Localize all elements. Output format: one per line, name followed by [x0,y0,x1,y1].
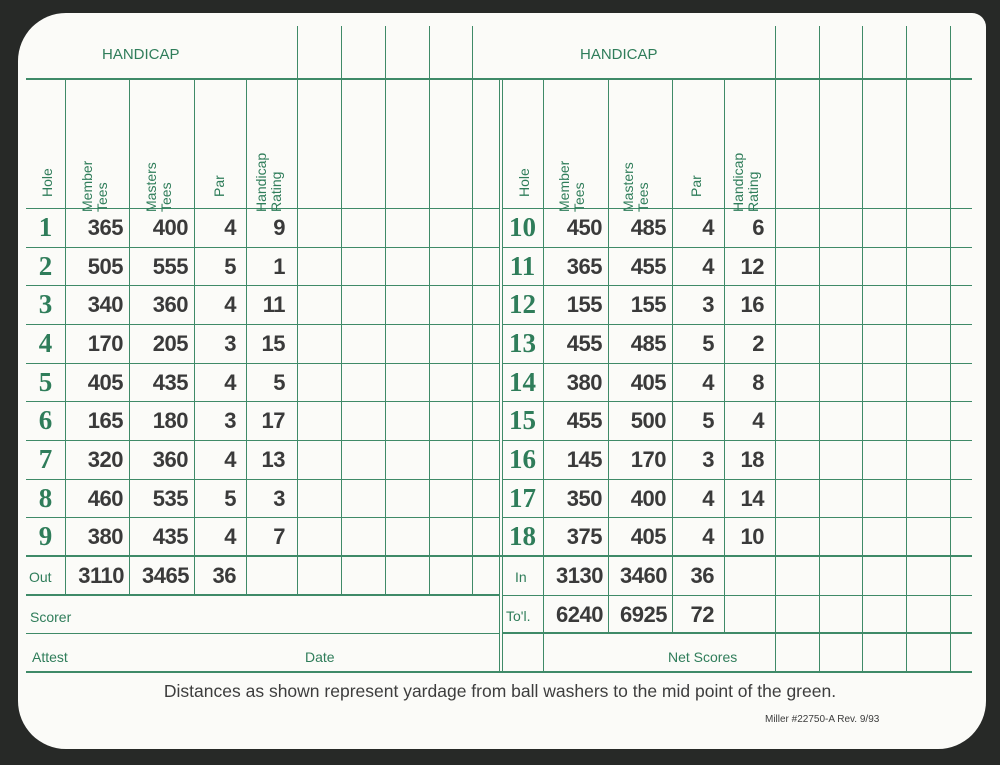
handicap-rating: 13 [261,447,285,472]
grid-line [502,401,972,402]
masters-tees-yardage: 400 [152,215,188,240]
member-tees-yardage: 155 [566,292,602,317]
grid-line [26,440,499,441]
member-tees-yardage: 340 [87,292,123,317]
in-member-total: 3130 [556,563,603,588]
grid-line [26,633,499,634]
handicap-rating: 17 [261,408,285,433]
handicap-rating: 1 [273,254,285,279]
hole-number: 7 [38,444,53,474]
hole-number: 10 [509,212,536,242]
member-tees-yardage: 455 [566,331,602,356]
out-label: Out [29,569,52,585]
par-value: 4 [224,215,236,240]
handicap-rating: 2 [752,331,764,356]
grid-line [502,324,972,325]
member-tees-yardage: 375 [566,524,602,549]
front-header-masters-tees: Masters Tees [143,162,174,212]
grid-line [472,79,473,595]
date-field[interactable]: Date [305,649,335,665]
member-tees-yardage: 460 [87,486,123,511]
masters-tees-yardage: 205 [152,331,188,356]
front-header-hole: Hole [39,168,55,197]
hole-number: 18 [509,521,536,551]
out-member-total: 3110 [78,563,124,588]
grid-line [502,285,972,286]
par-value: 5 [702,331,714,356]
grid-line [26,671,972,673]
grid-line [26,479,499,480]
handicap-rating: 14 [740,486,764,511]
hole-number: 17 [509,483,536,513]
masters-tees-yardage: 535 [152,486,188,511]
par-value: 4 [224,370,236,395]
hole-number: 1 [38,212,53,242]
grid-line [26,517,499,518]
handicap-rating: 8 [752,370,764,395]
grid-line [26,247,499,248]
masters-tees-yardage: 500 [630,408,666,433]
hole-number: 12 [509,289,536,319]
handicap-rating: 12 [740,254,764,279]
masters-tees-yardage: 455 [630,254,666,279]
grid-line [26,594,499,596]
member-tees-yardage: 365 [566,254,602,279]
grid-line [297,26,298,79]
out-par-total: 36 [212,563,236,588]
left-handicap-title: HANDICAP [102,46,180,63]
masters-tees-yardage: 400 [630,486,666,511]
in-masters-total: 3460 [620,563,667,588]
member-tees-yardage: 380 [566,370,602,395]
grid-line [385,79,386,595]
print-code: Miller #22750-A Rev. 9/93 [765,714,880,725]
total-par: 72 [690,602,714,627]
grid-line [819,26,820,79]
hole-number: 13 [509,328,536,358]
grid-line [502,440,972,441]
masters-tees-yardage: 405 [630,524,666,549]
grid-line [385,26,386,79]
grid-line [429,26,430,79]
grid-line [502,517,972,518]
hole-number: 14 [509,367,536,397]
par-value: 5 [702,408,714,433]
par-value: 3 [702,447,714,472]
back-header-hole: Hole [516,168,532,197]
handicap-rating: 15 [261,331,285,356]
grid-line [26,285,499,286]
member-tees-yardage: 320 [87,447,123,472]
par-value: 5 [224,254,236,279]
par-value: 4 [702,215,714,240]
masters-tees-yardage: 155 [630,292,666,317]
handicap-rating: 11 [262,292,285,317]
par-value: 4 [702,524,714,549]
member-tees-yardage: 350 [566,486,602,511]
par-value: 4 [224,292,236,317]
member-tees-yardage: 165 [87,408,123,433]
back-header-par: Par [688,175,704,197]
handicap-rating: 16 [740,292,764,317]
total-member: 6240 [556,602,603,627]
hole-number: 2 [38,251,53,281]
grid-line [950,26,951,79]
masters-tees-yardage: 555 [152,254,188,279]
in-label: In [515,569,527,585]
grid-line [950,79,951,672]
member-tees-yardage: 450 [566,215,602,240]
par-value: 3 [224,331,236,356]
grid-line [502,479,972,480]
masters-tees-yardage: 485 [630,331,666,356]
handicap-rating: 18 [740,447,764,472]
par-value: 4 [702,370,714,395]
masters-tees-yardage: 180 [152,408,188,433]
par-value: 5 [224,486,236,511]
handicap-rating: 3 [273,486,285,511]
par-value: 4 [224,447,236,472]
total-label: To'l. [506,608,531,624]
masters-tees-yardage: 485 [630,215,666,240]
masters-tees-yardage: 170 [630,447,666,472]
par-value: 3 [224,408,236,433]
handicap-rating: 4 [752,408,764,433]
masters-tees-yardage: 360 [152,292,188,317]
grid-line [502,363,972,364]
hole-number: 16 [509,444,536,474]
member-tees-yardage: 145 [566,447,602,472]
grid-line [862,26,863,79]
front-header-member-tees: Member Tees [79,160,110,212]
hole-number: 8 [38,483,53,513]
back-header-handicap-rating: Handicap Rating [730,152,761,212]
grid-line [472,26,473,79]
grid-line [502,632,972,634]
in-par-total: 36 [690,563,714,588]
handicap-rating: 5 [273,370,285,395]
grid-line [502,595,972,596]
grid-line [775,26,776,79]
out-masters-total: 3465 [142,563,189,588]
front-header-handicap-rating: Handicap Rating [253,152,284,212]
hole-number: 6 [38,405,53,435]
member-tees-yardage: 455 [566,408,602,433]
grid-line [26,324,499,325]
member-tees-yardage: 170 [87,331,123,356]
grid-line [26,401,499,402]
grid-line [502,247,972,248]
hole-number: 15 [509,405,536,435]
handicap-rating: 9 [273,215,285,240]
grid-line [26,555,972,557]
member-tees-yardage: 405 [87,370,123,395]
hole-number: 9 [38,521,53,551]
hole-number: 3 [38,289,53,319]
grid-line [819,79,820,672]
handicap-rating: 7 [273,524,285,549]
par-value: 4 [702,486,714,511]
front-header-par: Par [211,175,227,197]
grid-line [297,79,298,595]
grid-line [429,79,430,595]
grid-line [862,79,863,672]
member-tees-yardage: 380 [87,524,123,549]
grid-line [26,363,499,364]
scorer-field[interactable]: Scorer [30,609,72,625]
member-tees-yardage: 365 [87,215,123,240]
masters-tees-yardage: 435 [152,524,188,549]
hole-number: 4 [38,328,53,358]
grid-line [341,79,342,595]
grid-line [906,26,907,79]
net-scores-label: Net Scores [668,649,738,665]
yardage-note: Distances as shown represent yardage from ball washers to the mid point of the green. [163,681,837,701]
grid-line [499,79,500,672]
attest-field[interactable]: Attest [32,649,68,665]
masters-tees-yardage: 360 [152,447,188,472]
par-value: 4 [224,524,236,549]
hole-number: 5 [38,367,53,397]
grid-line [775,79,776,672]
masters-tees-yardage: 405 [630,370,666,395]
back-header-member-tees: Member Tees [556,160,587,212]
hole-number: 11 [509,251,536,281]
total-masters: 6925 [620,602,667,627]
back-header-masters-tees: Masters Tees [620,162,651,212]
grid-line [341,26,342,79]
grid-line [906,79,907,672]
par-value: 3 [702,292,714,317]
right-handicap-title: HANDICAP [580,46,658,63]
member-tees-yardage: 505 [87,254,123,279]
masters-tees-yardage: 435 [152,370,188,395]
handicap-rating: 10 [740,524,764,549]
handicap-rating: 6 [752,215,764,240]
par-value: 4 [702,254,714,279]
